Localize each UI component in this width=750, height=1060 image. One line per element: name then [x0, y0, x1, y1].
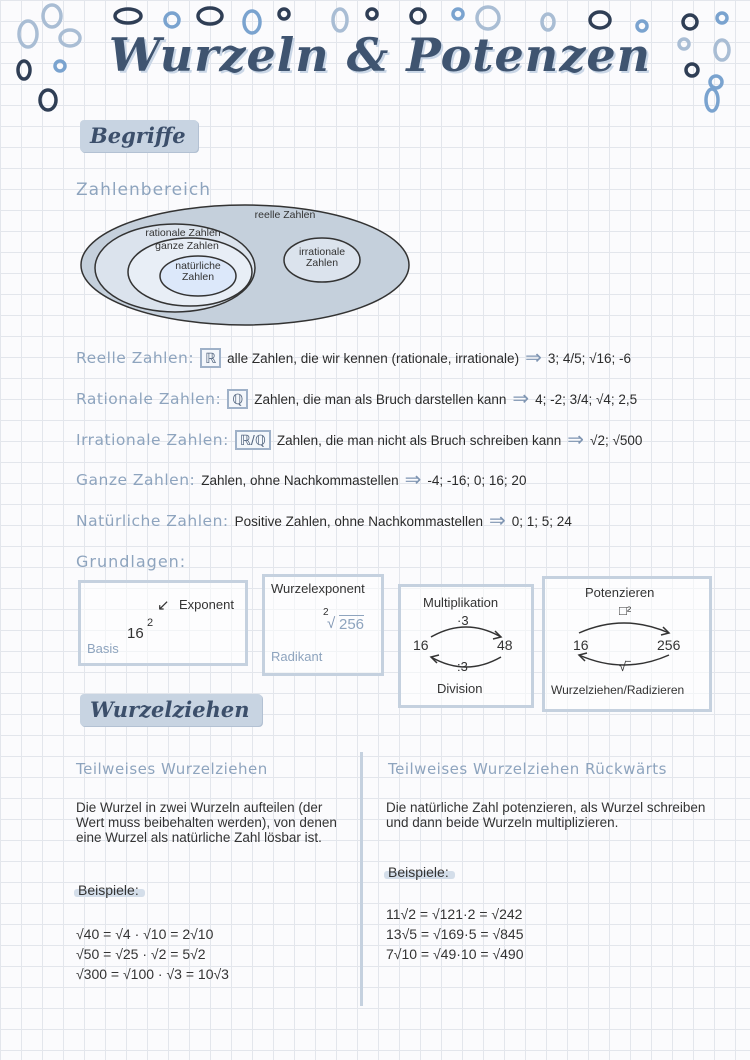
definition-reelle: Reelle Zahlen: ℝ alle Zahlen, die wir kennen (rationale, irrationale) ⇒ 3; 4/5; √16; -6	[76, 347, 632, 369]
left-heading: Teilweises Wurzelziehen	[76, 760, 268, 778]
right-equation: 7√10 = √49·10 = √490	[386, 946, 524, 962]
box-wurzel: Wurzelexponent 2 √ 256 Radikant	[262, 574, 384, 676]
right-heading: Teilweises Wurzelziehen Rückwärts	[388, 760, 667, 778]
symbol-q: ℚ	[227, 389, 248, 409]
arrow-icon: ⇒	[404, 469, 422, 491]
section-wurzelziehen: Wurzelziehen	[80, 694, 262, 726]
left-equation: √50 = √25 · √2 = 5√2	[76, 946, 206, 962]
section-begriffe: Begriffe	[80, 120, 198, 152]
right-equation: 13√5 = √169·5 = √845	[386, 926, 524, 942]
definition-rationale: Rationale Zahlen: ℚ Zahlen, die man als Bruch darstellen kann ⇒ 4; -2; 3/4; √4; 2,5	[76, 388, 638, 410]
left-beispiele: Beispiele:	[78, 882, 139, 898]
definition-ganze: Ganze Zahlen: Zahlen, ohne Nachkommastellen ⇒ -4; -16; 0; 16; 20	[76, 469, 527, 491]
definition-natuerliche: Natürliche Zahlen: Positive Zahlen, ohne Nachkommastellen ⇒ 0; 1; 5; 24	[76, 510, 572, 532]
grundlagen-heading: Grundlagen:	[76, 552, 187, 571]
left-equation: √40 = √4 · √10 = 2√10	[76, 926, 214, 942]
venn-natuerliche: natürliche Zahlen	[175, 260, 221, 283]
venn-rationale: rationale Zahlen	[145, 227, 221, 239]
symbol-r-minus-q: ℝ/ℚ	[235, 430, 271, 450]
box-potenz: 16 2 ↙ Exponent Basis	[78, 580, 248, 666]
symbol-r: ℝ	[200, 348, 221, 368]
right-equation: 11√2 = √121·2 = √242	[386, 906, 523, 922]
right-text: Die natürliche Zahl potenzieren, als Wurzel schreiben und dann beide Wurzeln multiplizieren.	[386, 800, 706, 830]
left-text: Die Wurzel in zwei Wurzeln aufteilen (der Wert muss beibehalten werden), von denen eine Wurzel als natürliche Zahl lösbar ist.	[76, 800, 337, 845]
right-beispiele: Beispiele:	[388, 864, 449, 880]
left-equation: √300 = √100 · √3 = 10√3	[76, 966, 229, 982]
zahlenbereich-heading: Zahlenbereich	[76, 180, 211, 200]
page-title: Wurzeln & Potenzen	[108, 28, 652, 82]
arrow-icon: ⇒	[567, 429, 585, 451]
venn-irrationale: irrationale Zahlen	[298, 246, 346, 269]
arrow-icon: ⇒	[512, 388, 530, 410]
venn-ganze: ganze Zahlen	[155, 240, 219, 252]
box-multiplikation: Multiplikation ·3 16 48 :3 Division	[398, 584, 534, 708]
column-divider	[360, 752, 363, 1006]
root-icon: √	[327, 615, 336, 632]
arrow-icon: ⇒	[525, 347, 542, 369]
venn-reelle: reelle Zahlen	[254, 209, 316, 221]
arrow-left-icon: ↙	[157, 597, 170, 614]
definition-irrationale: Irrationale Zahlen: ℝ/ℚ Zahlen, die man nicht als Bruch schreiben kann ⇒ √2; √500	[76, 429, 643, 451]
box-potenzieren: Potenzieren □² 16 256 √‾ Wurzelziehen/Radizieren	[542, 576, 712, 712]
arrow-icon: ⇒	[489, 510, 506, 532]
